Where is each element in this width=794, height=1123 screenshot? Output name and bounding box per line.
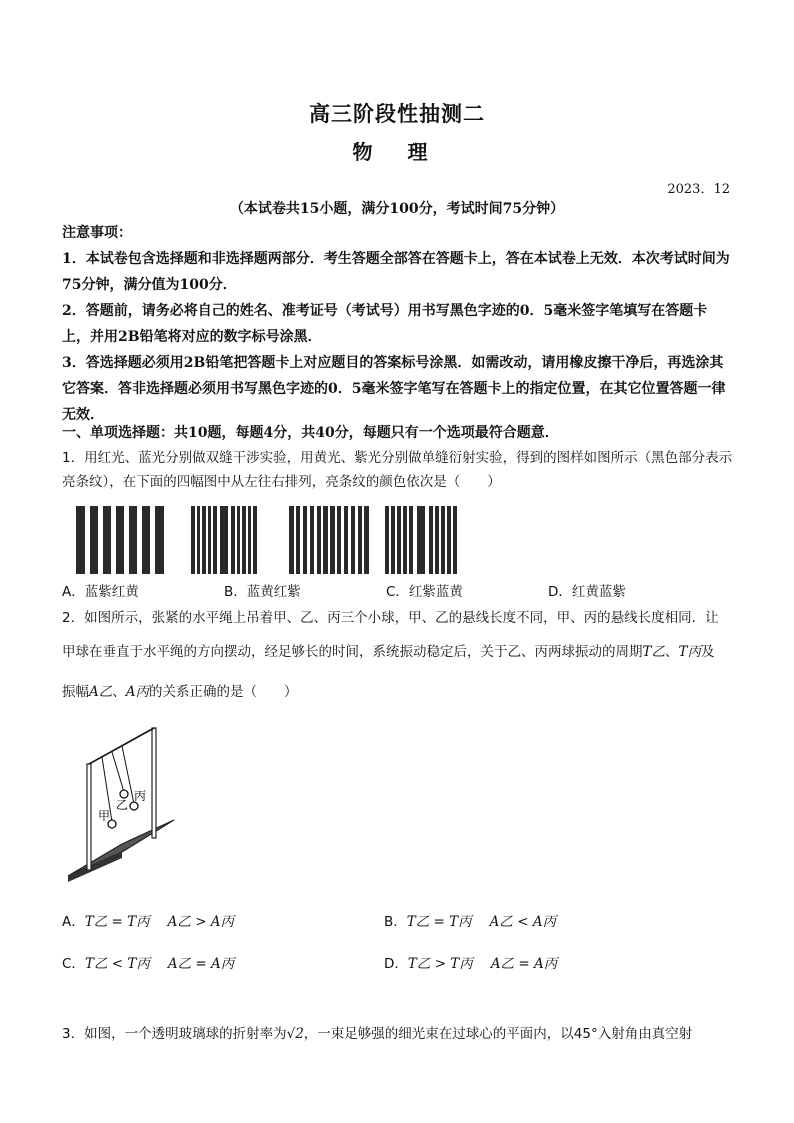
bright-fringe (344, 506, 348, 574)
q1-stem: 1．用红光、蓝光分别做双缝干涉实验，用黄光、紫光分别做单缝衍射实验，得到的图样如图所示（黑色部分表示亮条纹），在下面的四幅图中从左往右排列，亮条纹的颜色依次是（ ） (62, 450, 733, 490)
symbol-a-yi: A乙 (89, 684, 113, 700)
exam-date: 2023．12 (667, 182, 730, 197)
bright-fringe (296, 506, 300, 574)
q2-option-a (62, 910, 234, 930)
horizontal-rope (89, 728, 154, 764)
string-yi (112, 752, 124, 792)
fringe-pattern-1 (74, 506, 166, 574)
left-post (87, 764, 91, 870)
bright-fringe (317, 506, 321, 574)
q1-option-d: D．红黄蓝紫 (548, 584, 626, 600)
ball-bing (130, 802, 138, 810)
option-period-relation: T乙 = T丙 (406, 914, 472, 930)
option-amplitude-relation: A乙 < A丙 (489, 914, 557, 930)
fringe-pattern-3 (288, 506, 370, 574)
bright-fringe (330, 506, 334, 574)
bright-fringe (191, 506, 195, 574)
bright-fringe (213, 506, 217, 574)
q2-stem-line-2-end: 及 (701, 644, 715, 660)
q2-option-d (384, 952, 557, 972)
bright-fringe (103, 506, 111, 574)
label-bing: 丙 (134, 789, 147, 803)
option-label: A． (62, 914, 85, 930)
q2-option-b (384, 910, 556, 930)
base-board-edge (68, 852, 122, 882)
ball-yi (120, 790, 128, 798)
notice-item-2: 2．答题前，请务必将自己的姓名、准考证号（考试号）用书写黑色字迹的0．5毫米签字笔填写在答题卡上，并用2B铅笔将对应的数字标号涂黑． (62, 303, 708, 345)
bright-fringe (409, 506, 413, 574)
bright-fringe (116, 506, 124, 574)
option-period-relation: T乙 > T丙 (407, 956, 473, 972)
bright-fringe (385, 506, 389, 574)
bright-fringe (220, 506, 228, 574)
option-amplitude-relation: A乙 = A丙 (167, 956, 235, 972)
q1-option-a: A．蓝紫红黄 (62, 584, 139, 600)
bright-fringe (231, 506, 235, 574)
bright-fringe (453, 506, 457, 574)
pendulum-apparatus-figure (64, 722, 182, 890)
section-heading: 一、单项选择题：共10题，每题4分，共40分，每题只有一个选项最符合题意． (62, 425, 559, 441)
notice-item-3: 3．答选择题必须用2B铅笔把答题卡上对应题目的答案标号涂黑．如需改动，请用橡皮擦干净后，再选涂其它答案．答非选择题必须用书写黑色字迹的0．5毫米签字笔写在答题卡上的指定位置，在其它位置答题一律无效． (62, 355, 726, 423)
sqrt-two: √2 (286, 1026, 304, 1042)
bright-fringe (403, 506, 407, 574)
bright-fringe (397, 506, 401, 574)
option-amplitude-relation: A乙 > A丙 (167, 914, 235, 930)
option-label: C． (62, 956, 85, 972)
bright-fringe (155, 506, 163, 574)
bright-fringe (351, 506, 355, 574)
bright-fringe (289, 506, 293, 574)
bright-fringe (435, 506, 439, 574)
bright-fringe (237, 506, 241, 574)
bright-fringe (323, 506, 327, 574)
bright-fringe (447, 506, 451, 574)
option-period-relation: T乙 < T丙 (84, 956, 150, 972)
bright-fringe (202, 506, 206, 574)
bright-fringe (197, 506, 201, 574)
notice-item-1: 1．本试卷包含选择题和非选择题两部分．考生答题全部答在答题卡上，答在本试卷上无效．本次考试时间为75分钟，满分值为100分． (62, 251, 730, 293)
fringe-pattern-4 (384, 506, 458, 574)
option-period-relation: T乙 = T丙 (84, 914, 150, 930)
symbol-t-bing: T丙 (678, 644, 702, 660)
exam-subtitle: （本试卷共15小题，满分100分，考试时间75分钟） (229, 201, 565, 217)
q2-stem-line-3-end: 的关系正确的是（ ） (149, 684, 298, 700)
q1-option-b: B．蓝黄红紫 (224, 584, 301, 600)
bright-fringe (391, 506, 395, 574)
base-board (68, 820, 174, 876)
bright-fringe (358, 506, 362, 574)
right-post (152, 728, 156, 838)
bright-fringe (364, 506, 368, 574)
label-yi: 乙 (116, 798, 129, 812)
label-jia: 甲 (98, 809, 111, 823)
q2-option-c (62, 952, 234, 972)
bright-fringe (303, 506, 307, 574)
bright-fringe (337, 506, 341, 574)
q2-stem-line-2-text: 甲球在垂直于水平绳的方向摆动，经足够长的时间，系统振动稳定后，关于乙、丙两球振动的周期 (62, 644, 643, 660)
bright-fringe (129, 506, 137, 574)
fringe-pattern-2 (190, 506, 258, 574)
bright-fringe (90, 506, 98, 574)
q3-stem-text-cont: ，一束足够强的细光束在过球心的平面内，以45°入射角由真空射 (303, 1026, 693, 1042)
bright-fringe (242, 506, 246, 574)
notice-heading: 注意事项： (62, 225, 132, 241)
q2-stem-line-3-text: 振幅 (62, 684, 89, 700)
bright-fringe (441, 506, 445, 574)
q3-stem-text: 3．如图，一个透明玻璃球的折射率为 (62, 1026, 287, 1042)
bright-fringe (310, 506, 314, 574)
bright-fringe (142, 506, 150, 574)
symbol-t-yi: T乙 (642, 644, 666, 660)
subject-title: 物 理 (352, 140, 442, 164)
q3-stem (62, 1022, 692, 1042)
q2-stem-line-1: 2．如图所示，张紧的水平绳上吊着甲、乙、丙三个小球，甲、乙的悬线长度不同，甲、丙的悬线长度相同．让 (62, 610, 719, 626)
option-label: B． (384, 914, 407, 930)
bright-fringe (208, 506, 212, 574)
bright-fringe (248, 506, 252, 574)
bright-fringe (253, 506, 257, 574)
bright-fringe (76, 506, 84, 574)
q1-option-c: C．红紫蓝黄 (386, 584, 463, 600)
bright-fringe (429, 506, 433, 574)
symbol-a-bing: A丙 (125, 684, 149, 700)
bright-fringe (417, 506, 426, 574)
option-label: D． (384, 956, 408, 972)
q2-stem-line-2: 甲球在垂直于水平绳的方向摆动，经足够长的时间，系统振动稳定后，关于乙、丙两球振动的周期T乙、T丙及 (62, 644, 715, 660)
option-amplitude-relation: A乙 = A丙 (490, 956, 558, 972)
exam-title: 高三阶段性抽测二 (309, 101, 485, 126)
q2-stem-line-3: 振幅A乙、A丙的关系正确的是（ ） (62, 684, 298, 700)
